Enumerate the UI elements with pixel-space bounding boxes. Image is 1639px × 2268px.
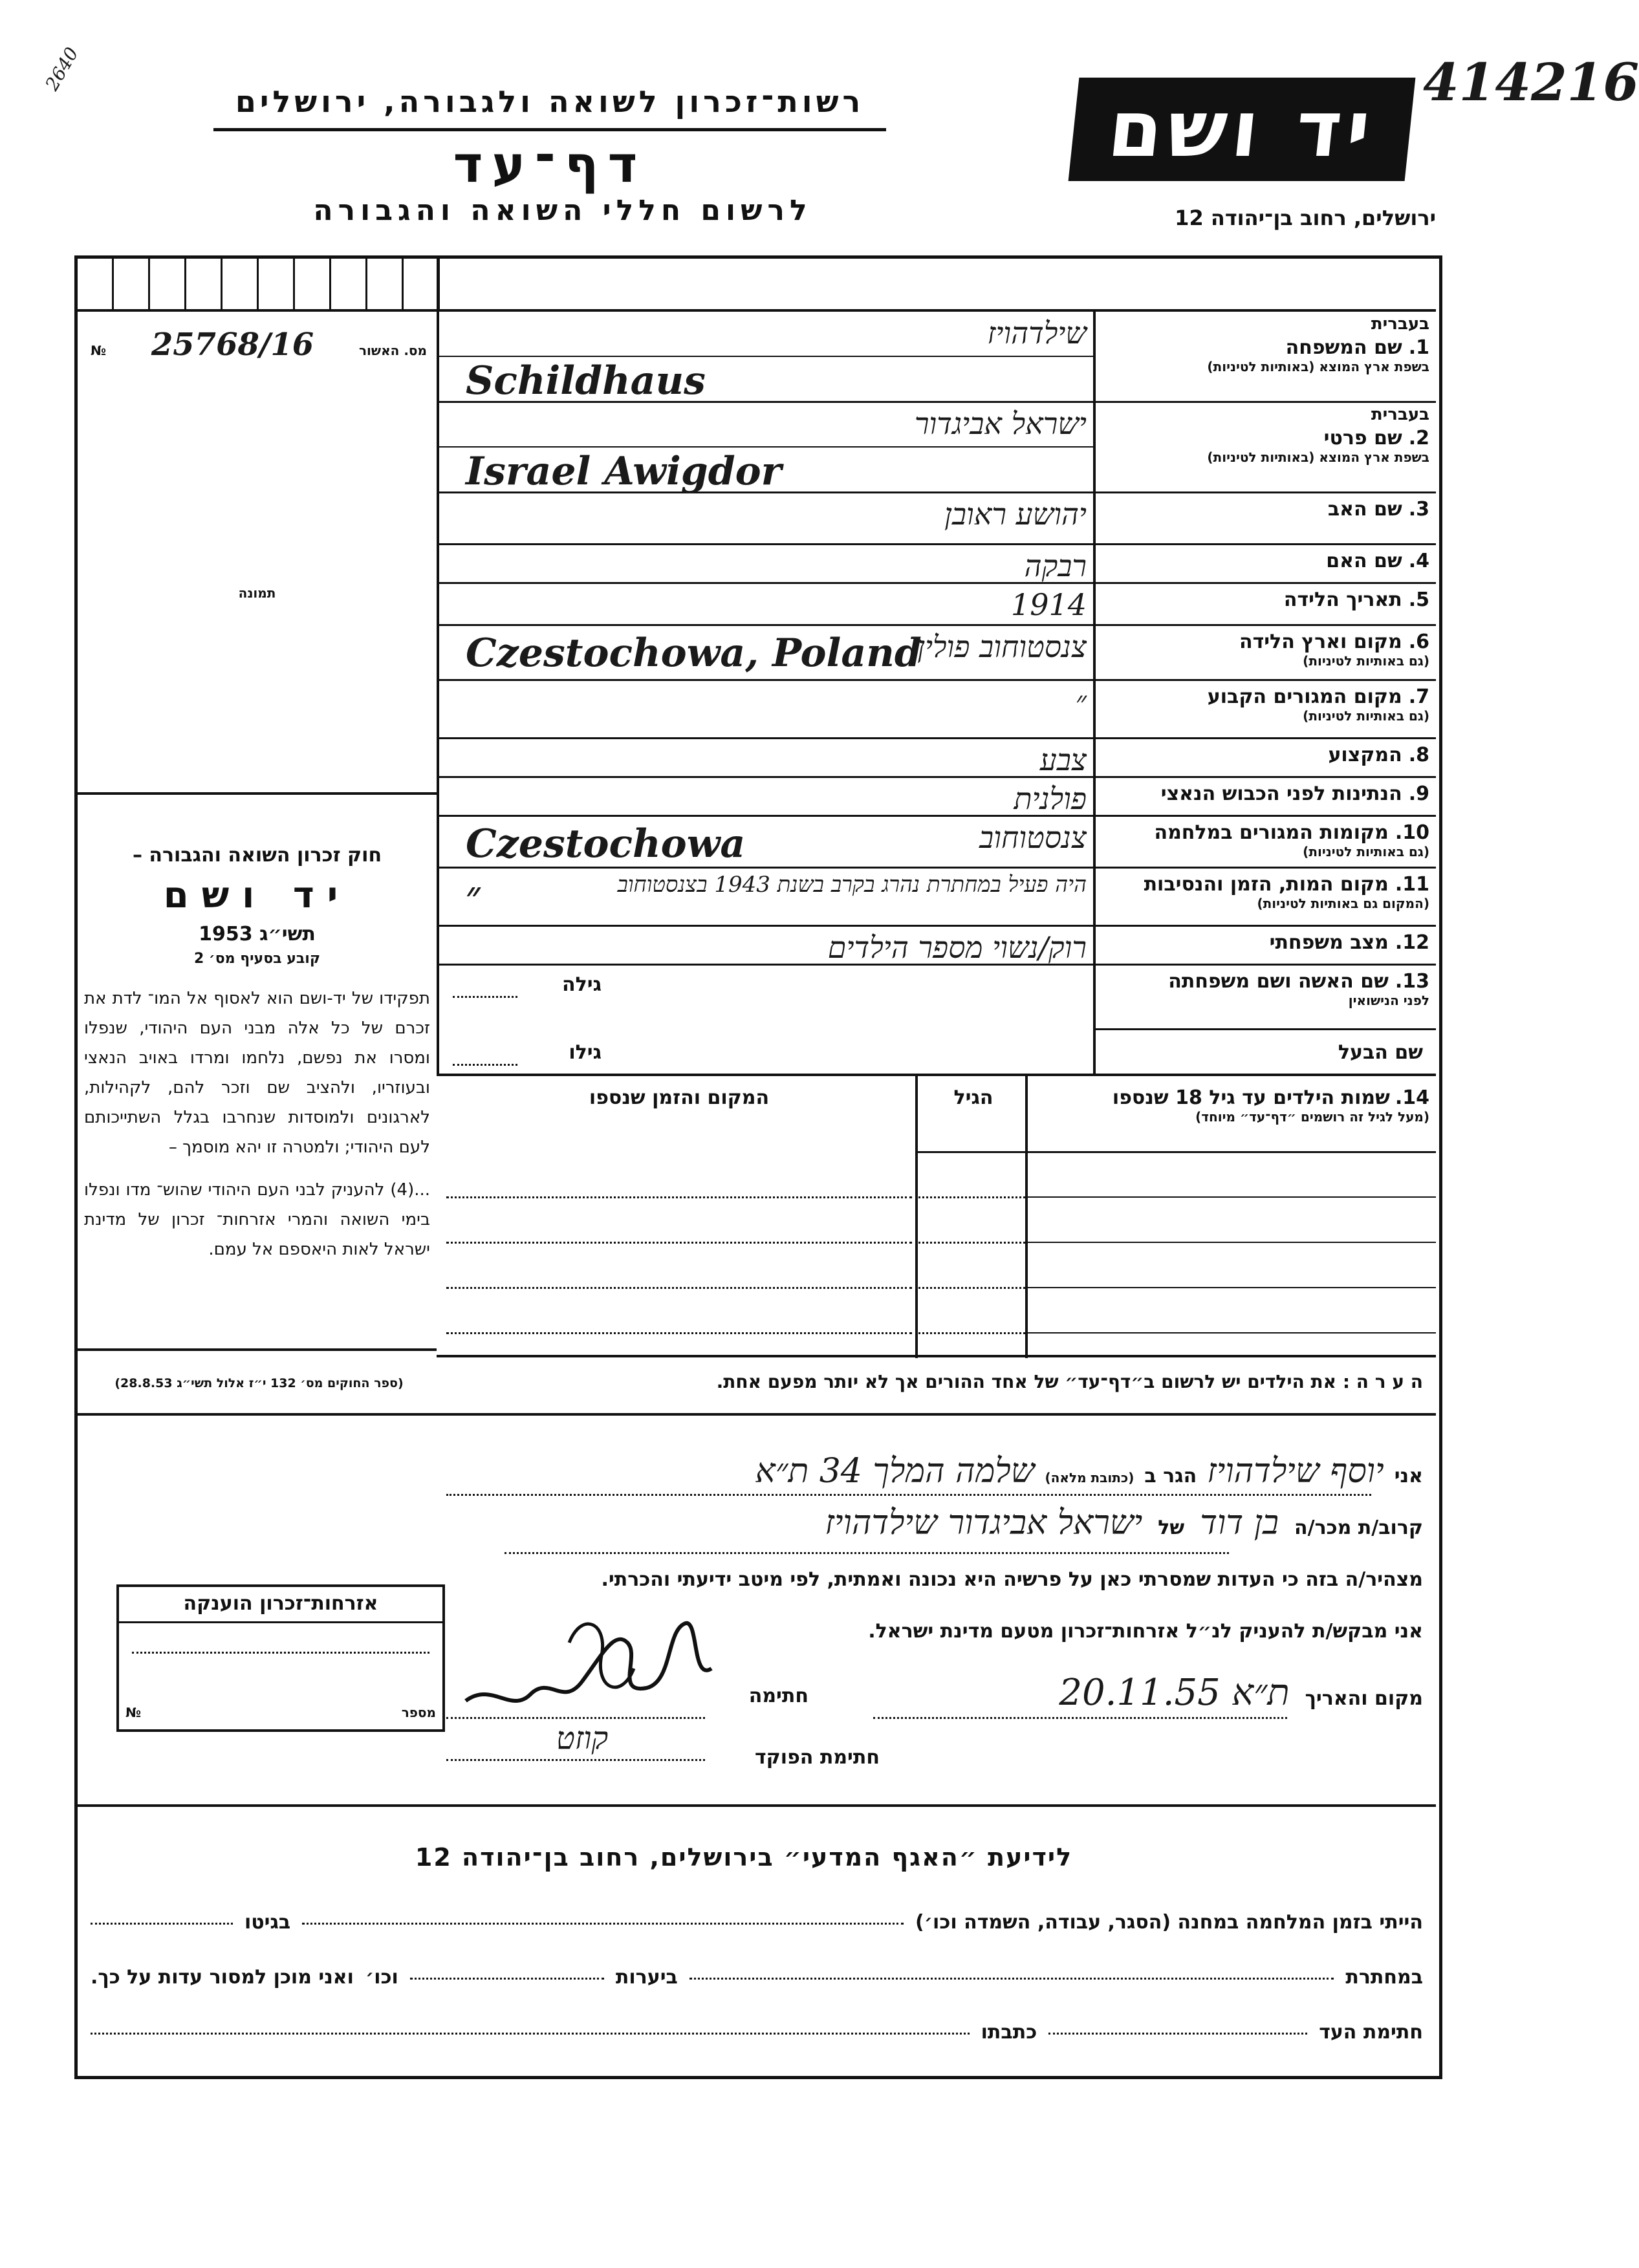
signature-scribble	[453, 1604, 724, 1733]
page-title: דף־עד	[453, 136, 647, 194]
note-text: ה ע ר ה : את הילדים יש לרשום ב״דף־עד״ של אחד ההורים אך לא יותר מפעם אחת.	[716, 1371, 1423, 1392]
field-number: 4.	[1408, 550, 1429, 572]
field-value-hebrew: יהושע ראובן	[944, 497, 1087, 532]
row-divider	[437, 925, 1436, 927]
row-divider	[437, 867, 1436, 869]
signature-label: חתימה	[748, 1685, 809, 1707]
approval-label: מס. האשור	[359, 343, 427, 358]
law-name: יד ושם	[163, 874, 351, 916]
declarant-address: שלמה המלך 34 ת״א	[755, 1452, 1035, 1491]
field-hebrew-tag: בעברית	[1371, 405, 1429, 424]
place-date-value: ת״א 20.11.55	[1059, 1672, 1290, 1714]
children-col-place: המקום והזמן שנספו	[589, 1086, 770, 1109]
tick-box	[114, 259, 150, 310]
field-value-hebrew: צנסטוחוב	[979, 820, 1087, 855]
field-label: שם האם	[1326, 550, 1402, 572]
field-label: שם האב	[1327, 498, 1402, 521]
children-col-age: הגיל	[953, 1086, 993, 1109]
field-hebrew-tag: בעברית	[1371, 314, 1429, 334]
field-value-hebrew: צבע	[1039, 742, 1087, 777]
field-label: שם האשה ושם משפחתה	[1168, 970, 1389, 993]
law-title: חוק זכרון השואה והגבורה –	[132, 844, 382, 867]
field-number: 1.	[1408, 336, 1429, 359]
field-sublabel: לפני הנישואין	[1348, 993, 1429, 1008]
footer-line-1: הייתי בזמן המלחמה במחנה (הסגר, עבודה, השמדה וכו׳) בגיטו	[91, 1911, 1423, 1934]
officer-signature: קוזט	[556, 1720, 609, 1756]
place-date-line: מקום והאריך ת״א 20.11.55	[1059, 1672, 1423, 1714]
field-sublabel: (המקום גם באותיות לטיניות)	[1257, 896, 1429, 911]
field-number: 11.	[1395, 873, 1429, 896]
field-sublabel: (גם באותיות לטיניות)	[1303, 653, 1429, 669]
tick-box	[223, 259, 259, 310]
field-label: מקום המגורים הקבוע	[1207, 686, 1402, 708]
field13-husband-label: שם הבעל	[1338, 1041, 1423, 1064]
tick-box	[78, 259, 114, 310]
children-label: שמות הילדים עד גיל 18 שנספו	[1112, 1086, 1390, 1109]
photo-label: תמונה	[238, 585, 276, 601]
child-row-line	[1028, 1332, 1436, 1334]
field-label-block	[1100, 547, 1429, 579]
field-sublabel: (גם באותיות לטיניות)	[1303, 844, 1429, 859]
field-number: 10.	[1395, 821, 1429, 844]
field-label-block	[1100, 586, 1429, 621]
field-number: 3.	[1408, 498, 1429, 521]
declaration-text: מצהיר/ה בזה כי העדות שמסרתי כאן על פרשיה היא נכונה ואמתית, לפי מיטב ידיעתי והכרתי.	[601, 1568, 1423, 1591]
row-divider	[437, 1074, 1436, 1075]
field-number: 12.	[1395, 931, 1429, 954]
law-panel	[84, 844, 430, 1264]
footer-line-2: במחתרת ביערות וכו׳ ואני מוכן למסור עדות על כך.	[91, 1966, 1423, 1989]
corner-note: 2640	[41, 43, 83, 94]
file-number: 414216	[1423, 52, 1639, 113]
footer-line-3: חתימת העד כתבתו	[91, 2021, 1423, 2044]
field-number: 7.	[1408, 686, 1429, 708]
child-row-line	[1028, 1287, 1436, 1288]
field-value-latin: Israel Awigdor	[466, 449, 782, 494]
law-reference: (ספר החוקים מס׳ 132 י״ז אלול תשי״ג 28.8.53)	[114, 1376, 404, 1390]
page-subtitle: לרשום חללי השואה והגבורה	[313, 194, 812, 227]
tick-box	[259, 259, 295, 310]
child-row-line	[1028, 1242, 1436, 1243]
field-value-latin: Czestochowa, Poland	[466, 631, 922, 676]
field-label: המקצוע	[1328, 744, 1402, 766]
field-number: 13.	[1395, 970, 1429, 993]
relation-line: קרוב/ת מכר/ה בן דוד של ישראל אביגדור שילדהויז	[825, 1504, 1423, 1542]
field-value-hebrew: רוק/נשוי מספר הילדים	[827, 930, 1087, 965]
declarant-line: אני יוסף שילדהויז הגר ב (כתובת מלאה) שלמה המלך 34 ת״א	[755, 1452, 1423, 1491]
child-row-line	[1028, 1196, 1436, 1198]
officer-label: חתימת הפוקד	[755, 1746, 880, 1769]
field-sublabel: בשפת ארץ המוצא (באותיות לטיניות)	[1207, 449, 1429, 465]
field-label-block	[1100, 929, 1429, 961]
tick-box	[186, 259, 223, 310]
field-label: הנתינות לפני הכבוש הנאצי	[1160, 783, 1402, 805]
field-sublabel: (גם באותיות לטיניות)	[1303, 708, 1429, 724]
field-value-latin: Schildhaus	[466, 358, 706, 404]
field-label-block	[1100, 741, 1429, 773]
field-value-hebrew: פולנית	[1014, 781, 1087, 816]
tick-box	[331, 259, 367, 310]
field-label-block	[1100, 780, 1429, 812]
field13-age-m-label: גילו	[569, 1041, 602, 1064]
top-tick-boxes	[78, 259, 440, 310]
field-value-latin: ״	[466, 873, 481, 918]
field-value-hebrew: ישראל אביגדור	[914, 406, 1087, 441]
field-label-block	[1100, 314, 1429, 398]
field-value-hebrew: צנסטוחוב פולין	[917, 629, 1087, 664]
law-text-2: ...(4) להעניק לבני העם היהודי שהוש־ מדו ונפלו בימי השואה והמרי אזרחות־ זכרון של מדינת ישראל לאות היאספם אל עמם.	[84, 1180, 430, 1259]
row-divider	[437, 543, 1436, 545]
field-label: שם פרטי	[1323, 427, 1402, 449]
stamp-number-label: מספר	[401, 1705, 436, 1720]
field-label: מקום וארץ הלידה	[1239, 631, 1402, 653]
law-year: תשי״ג 1953	[199, 923, 316, 945]
row-divider	[437, 679, 1436, 681]
law-section: קובע בסעיף מס׳ 2	[193, 951, 321, 967]
field13-age-label: גילה	[562, 973, 602, 996]
field-value-hebrew: 1914	[1010, 587, 1087, 622]
tick-box	[404, 259, 440, 310]
field-value-latin: Czestochowa	[466, 821, 746, 867]
footer-title: לידיעת ״האגף המדעי״ בירושלים, רחוב בן־יהודה 12	[415, 1843, 1073, 1872]
children-header: 14.שמות הילדים עד גיל 18 שנספו (מעל לגיל זה רושמים ״דף־עד״ מיוחד)	[1028, 1086, 1429, 1125]
field-value-hebrew: רבקה	[1024, 548, 1087, 583]
field-label: תאריך הלידה	[1283, 589, 1402, 611]
organization-name: רשות־זכרון לשואה ולגבורה, ירושלים	[235, 84, 865, 119]
field-value-hebrew: ״	[1075, 684, 1087, 719]
field-number: 8.	[1408, 744, 1429, 766]
relation-value: בן דוד	[1200, 1504, 1279, 1542]
yad-vashem-logo: יד ושם	[1069, 78, 1416, 181]
field-sublabel: בשפת ארץ המוצא (באותיות לטיניות)	[1207, 359, 1429, 374]
tick-box	[295, 259, 331, 310]
field-number: 2.	[1408, 427, 1429, 449]
field-label: מקום המות, הזמן והנסיבות	[1144, 873, 1389, 896]
approval-number: 25768/16	[151, 327, 314, 363]
request-text: אני מבקש/ת להעניק לנ״ל אזרחות־זכרון מטעם מדינת ישראל.	[868, 1620, 1423, 1643]
field-label-block	[1100, 495, 1429, 541]
law-text-1: תפקידו של יד-ושם הוא לאסוף אל המו־ לדת את זכרם של כל אלה מבני העם היהודי, שנפלו ומסרו את נפשם, נלחמו ומרדו באויב הנאצי ובעוזריו, ולהציב שם וזכר להם, לקהילות, לארגונים ולמוסדות שנחרבו בגלל השתייכותם לעם היהודי; ולמטרה זו יהא מוסמך –	[84, 989, 430, 1157]
tick-box	[150, 259, 186, 310]
field-label: מקומות המגורים במלחמה	[1154, 821, 1389, 844]
field-value-hebrew: שילדהויז	[987, 316, 1087, 351]
field-label-block	[1100, 628, 1429, 676]
field-value-hebrew: היה פעיל במחתרת נהרג בקרב בשנת 1943 בצנסטוחוב	[617, 872, 1087, 898]
citizenship-stamp-box: אזרחות־זכרון הוענקה מספר №	[116, 1584, 445, 1732]
field-label-block	[1100, 870, 1429, 922]
children-sublabel: (מעל לגיל זה רושמים ״דף־עד״ מיוחד)	[1195, 1109, 1429, 1125]
header-underline	[213, 128, 886, 131]
field-number: 9.	[1408, 783, 1429, 805]
field-number: 6.	[1408, 631, 1429, 653]
field-label: שם המשפחה	[1285, 336, 1402, 359]
field-label-block	[1100, 819, 1429, 864]
field-label: מצב משפחתי	[1269, 931, 1389, 954]
row-divider	[437, 624, 1436, 626]
field-number: 5.	[1408, 589, 1429, 611]
stamp-title: אזרחות־זכרון הוענקה	[119, 1587, 442, 1623]
field-label-block	[1100, 405, 1429, 489]
no-mark: №	[91, 343, 107, 358]
tick-box	[367, 259, 404, 310]
relation-of-name: ישראל אביגדור שילדהויז	[825, 1504, 1143, 1542]
header-address: ירושלים, רחוב בן־יהודה 12	[1175, 206, 1436, 230]
field-label-block	[1100, 683, 1429, 735]
row-divider	[437, 737, 1436, 739]
declarant-name: יוסף שילדהויז	[1207, 1452, 1384, 1491]
